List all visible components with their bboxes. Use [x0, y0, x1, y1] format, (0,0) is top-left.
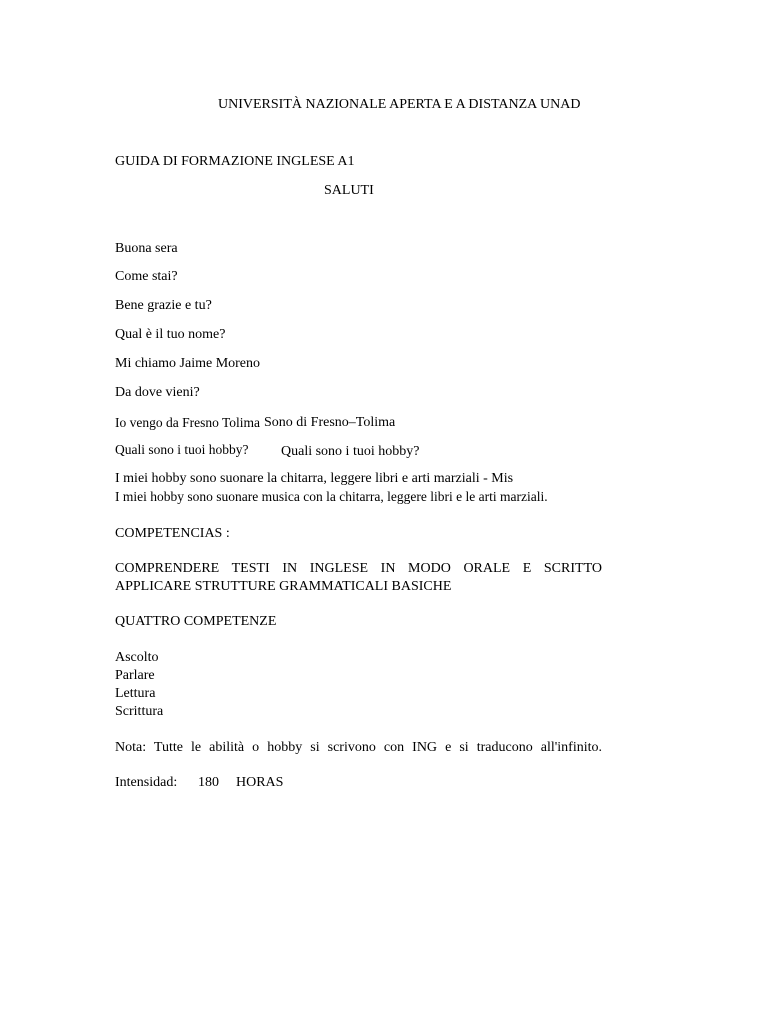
skill-item: Scrittura — [115, 704, 164, 719]
dialogue-line: Qual è il tuo nome? — [115, 327, 226, 342]
dialogue-line: Come stai? — [115, 269, 178, 284]
skill-item: Lettura — [115, 686, 156, 701]
dialogue-line: Bene grazie e tu? — [115, 298, 212, 313]
dialogue-line: Io vengo da Fresno Tolima — [115, 415, 261, 430]
dialogue-line: I miei hobby sono suonare musica con la chitarra, leggere libri e le arti marziali. — [115, 489, 548, 504]
competencia-item: COMPRENDERE TESTI IN INGLESE IN MODO ORALE E SCRITTO — [115, 561, 602, 576]
skill-item: Ascolto — [115, 650, 159, 665]
intensity-label: Intensidad: — [115, 775, 178, 790]
dialogue-line-translation: Quali sono i tuoi hobby? — [281, 444, 420, 459]
dialogue-line: I miei hobby sono suonare la chitarra, leggere libri e arti marziali - Mis — [115, 471, 514, 486]
dialogue-line: Da dove vieni? — [115, 385, 200, 400]
competencia-item: APPLICARE STRUTTURE GRAMMATICALI BASICHE — [115, 579, 452, 594]
skill-item: Parlare — [115, 668, 155, 683]
section-title: SALUTI — [324, 183, 374, 198]
intensity-value: 180 — [198, 775, 219, 790]
intensity-unit: HORAS — [236, 775, 284, 790]
dialogue-line: Buona sera — [115, 241, 178, 256]
competencias-heading: COMPETENCIAS : — [115, 526, 230, 541]
skills-heading: QUATTRO COMPETENZE — [115, 614, 277, 629]
dialogue-line: Mi chiamo Jaime Moreno — [115, 356, 261, 371]
dialogue-line-translation: Sono di Fresno–Tolima — [264, 415, 396, 430]
dialogue-line: Quali sono i tuoi hobby? — [115, 442, 249, 457]
note-text: Nota: Tutte le abilità o hobby si scrivono con ING e si traducono all'infinito. — [115, 740, 602, 755]
university-title: UNIVERSITÀ NAZIONALE APERTA E A DISTANZA UNAD — [218, 97, 581, 112]
guide-title: GUIDA DI FORMAZIONE INGLESE A1 — [115, 154, 355, 169]
